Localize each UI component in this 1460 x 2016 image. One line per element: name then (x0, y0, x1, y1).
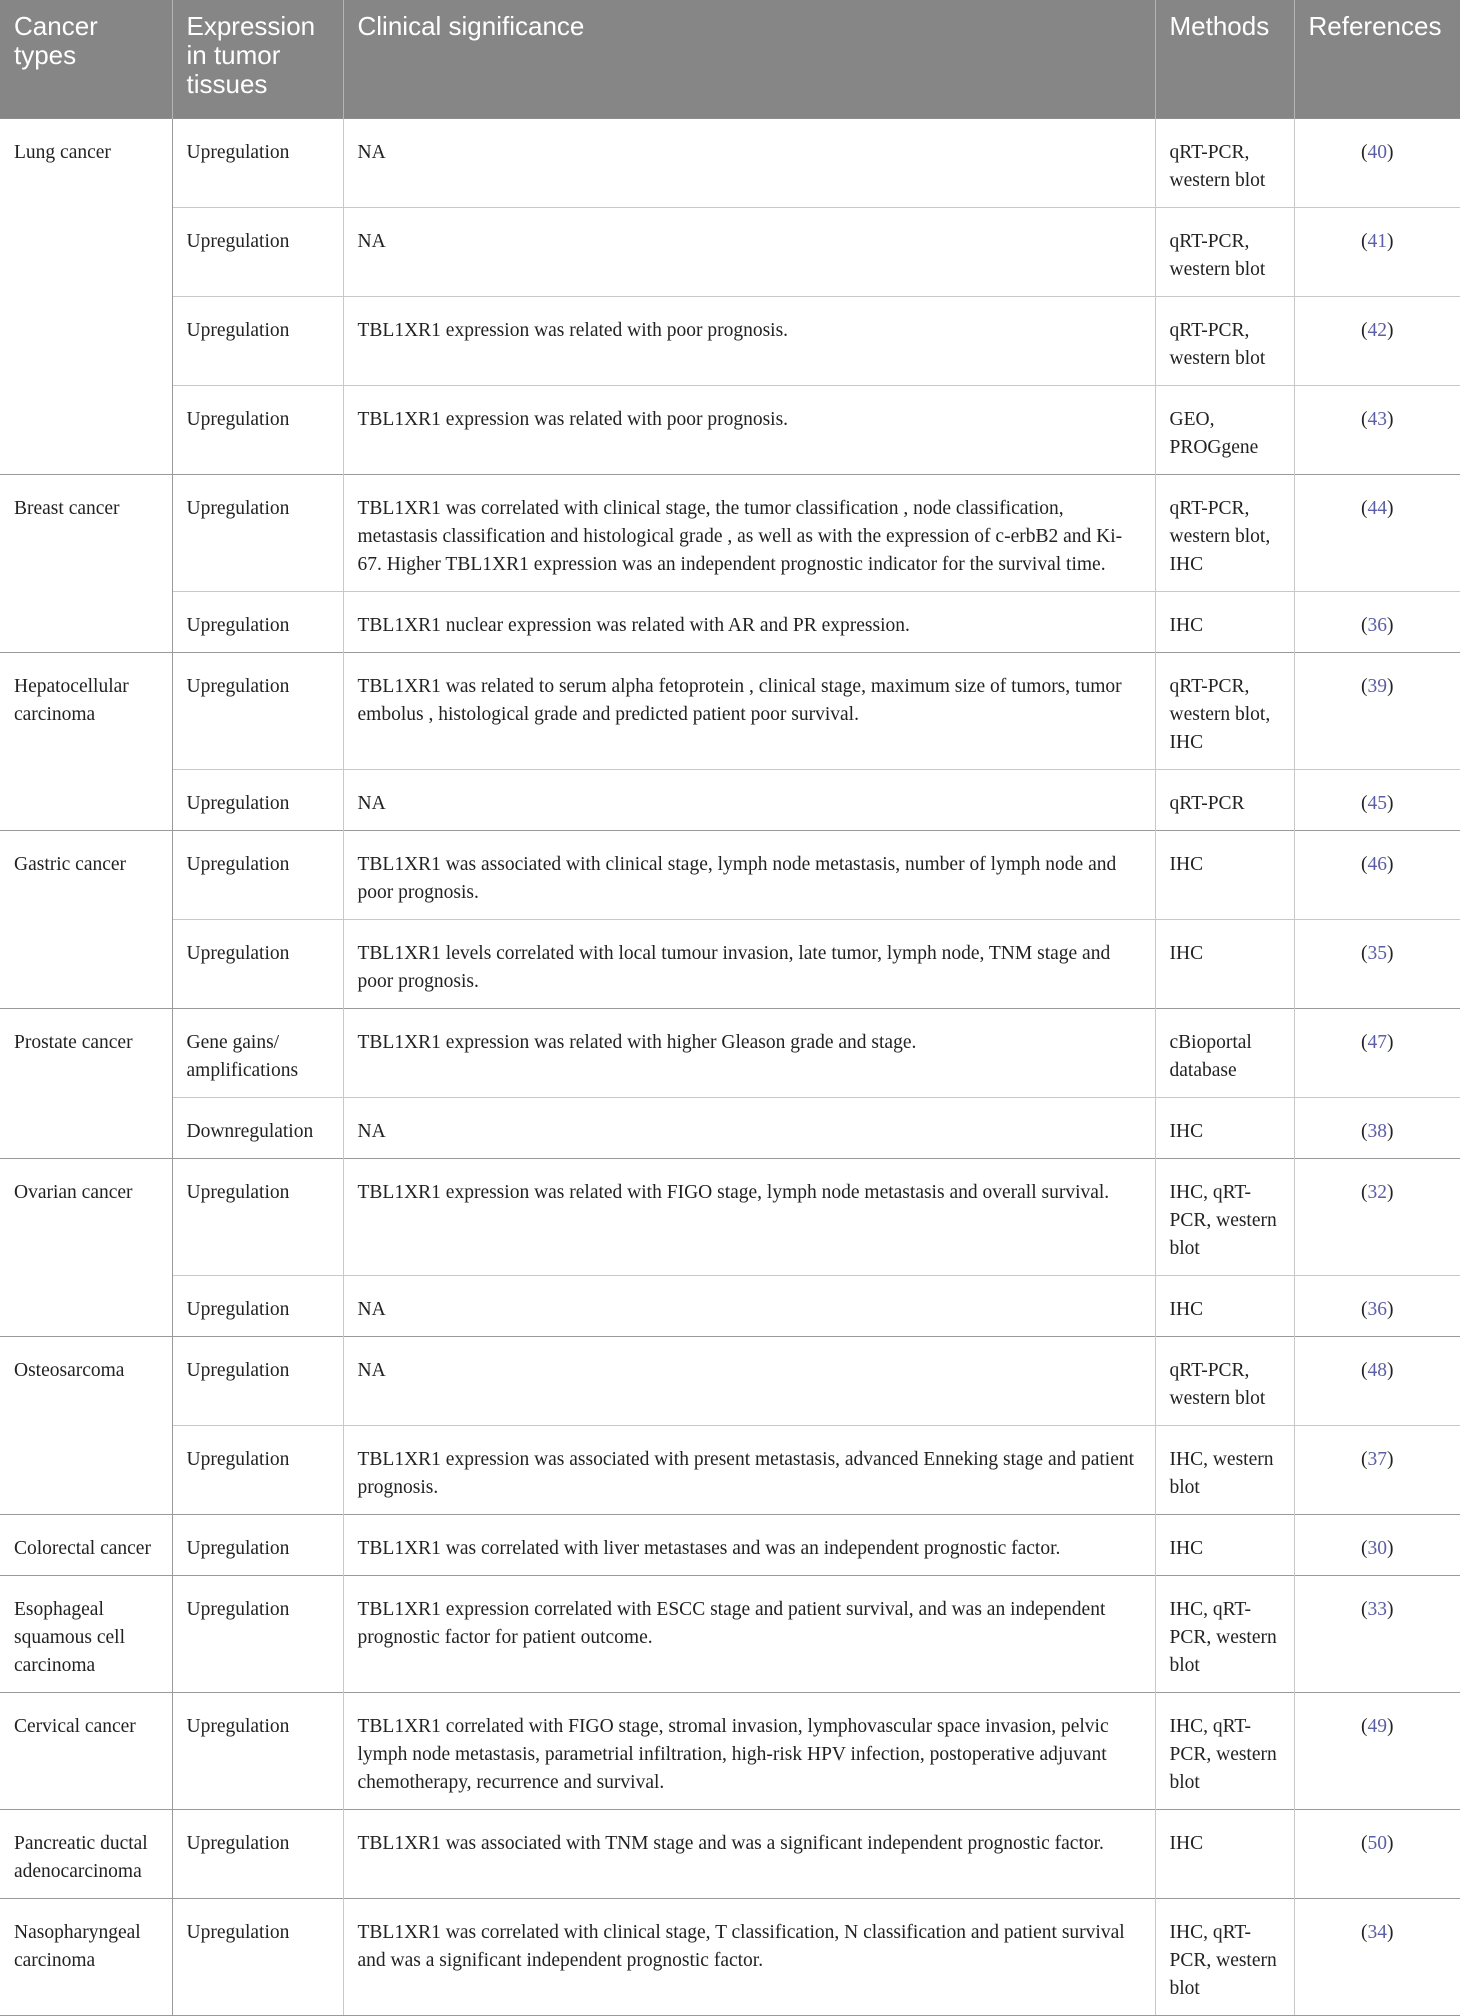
methods-cell: IHC (1155, 830, 1294, 919)
reference-link[interactable]: 48 (1367, 1359, 1387, 1381)
reference-link[interactable]: 37 (1367, 1448, 1387, 1470)
expression-cell: Upregulation (172, 830, 343, 919)
table-body (0, 118, 1460, 2015)
reference-link[interactable]: 32 (1367, 1181, 1387, 1203)
cancer-type-cell: Breast cancer (0, 474, 172, 652)
methods-cell: IHC (1155, 1514, 1294, 1575)
expression-cell: Upregulation (172, 296, 343, 385)
table-row (0, 1425, 1460, 1514)
header-cancer-types: Cancer types (0, 0, 172, 118)
cancer-type-cell: Osteosarcoma (0, 1336, 172, 1514)
cancer-type-cell: Lung cancer (0, 118, 172, 474)
clinical-significance-cell: NA (343, 1336, 1155, 1425)
clinical-significance-cell: TBL1XR1 nuclear expression was related with AR and PR expression. (343, 591, 1155, 652)
cancer-type-cell: Colorectal cancer (0, 1514, 172, 1575)
table-row (0, 1514, 1460, 1575)
reference-cell: (39) (1294, 652, 1460, 769)
reference-cell: (30) (1294, 1514, 1460, 1575)
reference-cell: (44) (1294, 474, 1460, 591)
methods-cell: IHC, qRT-PCR, western blot (1155, 1158, 1294, 1275)
expression-cell: Upregulation (172, 652, 343, 769)
table-row (0, 1275, 1460, 1336)
expression-cell: Upregulation (172, 385, 343, 474)
expression-cell: Upregulation (172, 1575, 343, 1692)
clinical-significance-cell: NA (343, 118, 1155, 207)
reference-cell: (49) (1294, 1692, 1460, 1809)
methods-cell: qRT-PCR, western blot, IHC (1155, 652, 1294, 769)
expression-cell: Upregulation (172, 1275, 343, 1336)
clinical-significance-cell: TBL1XR1 expression was related with poor prognosis. (343, 385, 1155, 474)
expression-cell: Gene gains/ amplifications (172, 1008, 343, 1097)
reference-cell: (38) (1294, 1097, 1460, 1158)
reference-cell: (42) (1294, 296, 1460, 385)
clinical-significance-cell: TBL1XR1 expression was associated with present metastasis, advanced Enneking stage and patient prognosis. (343, 1425, 1155, 1514)
methods-cell: IHC, western blot (1155, 1425, 1294, 1514)
table-row (0, 1097, 1460, 1158)
reference-cell: (32) (1294, 1158, 1460, 1275)
table-row (0, 1336, 1460, 1425)
reference-cell: (46) (1294, 830, 1460, 919)
header-clinical-significance: Clinical significance (343, 0, 1155, 118)
reference-link[interactable]: 40 (1367, 141, 1387, 163)
expression-cell: Upregulation (172, 1514, 343, 1575)
expression-cell: Upregulation (172, 118, 343, 207)
table-row (0, 1008, 1460, 1097)
reference-link[interactable]: 49 (1367, 1715, 1387, 1737)
table-row (0, 385, 1460, 474)
reference-cell: (48) (1294, 1336, 1460, 1425)
table-row (0, 1898, 1460, 2015)
expression-cell: Upregulation (172, 1158, 343, 1275)
expression-cell: Upregulation (172, 591, 343, 652)
reference-link[interactable]: 38 (1367, 1120, 1387, 1142)
table-row (0, 769, 1460, 830)
expression-cell: Upregulation (172, 1425, 343, 1514)
header-row (0, 0, 1460, 118)
clinical-significance-cell: TBL1XR1 was related to serum alpha fetoprotein , clinical stage, maximum size of tumors, tumor embolus , histological grade and predicted patient poor survival. (343, 652, 1155, 769)
clinical-significance-cell: TBL1XR1 was associated with clinical stage, lymph node metastasis, number of lymph node and poor prognosis. (343, 830, 1155, 919)
expression-cell: Upregulation (172, 919, 343, 1008)
reference-link[interactable]: 35 (1367, 942, 1387, 964)
reference-link[interactable]: 41 (1367, 230, 1387, 252)
expression-cell: Upregulation (172, 1898, 343, 2015)
cancer-type-cell: Gastric cancer (0, 830, 172, 1008)
methods-cell: cBioportal database (1155, 1008, 1294, 1097)
methods-cell: IHC (1155, 1809, 1294, 1898)
reference-cell: (33) (1294, 1575, 1460, 1692)
reference-cell: (47) (1294, 1008, 1460, 1097)
cancer-type-cell: Pancreatic ductal adenocarcinoma (0, 1809, 172, 1898)
clinical-significance-cell: NA (343, 1097, 1155, 1158)
cancer-type-cell: Cervical cancer (0, 1692, 172, 1809)
reference-link[interactable]: 47 (1367, 1031, 1387, 1053)
expression-cell: Upregulation (172, 769, 343, 830)
reference-link[interactable]: 36 (1367, 1298, 1387, 1320)
reference-link[interactable]: 42 (1367, 319, 1387, 341)
methods-cell: IHC (1155, 1275, 1294, 1336)
table-row (0, 474, 1460, 591)
reference-cell: (36) (1294, 591, 1460, 652)
methods-cell: IHC, qRT-PCR, western blot (1155, 1575, 1294, 1692)
reference-cell: (35) (1294, 919, 1460, 1008)
table-row (0, 1692, 1460, 1809)
table-row (0, 1809, 1460, 1898)
cancer-type-cell: Hepatocellular carcinoma (0, 652, 172, 830)
clinical-significance-cell: TBL1XR1 expression was related with FIGO stage, lymph node metastasis and overall survival. (343, 1158, 1155, 1275)
expression-cell: Upregulation (172, 207, 343, 296)
table-row (0, 652, 1460, 769)
methods-cell: qRT-PCR, western blot (1155, 296, 1294, 385)
expression-cell: Upregulation (172, 1809, 343, 1898)
cancer-type-cell: Nasopharyngeal carcinoma (0, 1898, 172, 2015)
methods-cell: IHC, qRT-PCR, western blot (1155, 1692, 1294, 1809)
expression-cell: Upregulation (172, 1692, 343, 1809)
table-row (0, 1575, 1460, 1692)
reference-link[interactable]: 36 (1367, 614, 1387, 636)
reference-cell: (40) (1361, 141, 1394, 163)
methods-cell: GEO, PROGgene (1155, 385, 1294, 474)
cancer-type-cell: Prostate cancer (0, 1008, 172, 1158)
expression-cell: Upregulation (172, 474, 343, 591)
table-row (0, 591, 1460, 652)
methods-cell: IHC, qRT-PCR, western blot (1155, 1898, 1294, 2015)
reference-cell: (43) (1294, 385, 1460, 474)
reference-cell: (36) (1294, 1275, 1460, 1336)
table-row (0, 296, 1460, 385)
reference-cell: (41) (1294, 207, 1460, 296)
reference-link[interactable]: 44 (1367, 497, 1387, 519)
clinical-significance-cell: TBL1XR1 expression was related with higher Gleason grade and stage. (343, 1008, 1155, 1097)
clinical-significance-cell: TBL1XR1 expression correlated with ESCC stage and patient survival, and was an independent prognostic factor for patient outcome. (343, 1575, 1155, 1692)
methods-cell: qRT-PCR, western blot (1155, 1336, 1294, 1425)
reference-cell: (37) (1294, 1425, 1460, 1514)
reference-link[interactable]: 34 (1367, 1921, 1387, 1943)
header-methods: Methods (1155, 0, 1294, 118)
cancer-type-cell: Ovarian cancer (0, 1158, 172, 1336)
table-row (0, 830, 1460, 919)
expression-cell: Upregulation (172, 1336, 343, 1425)
reference-cell: (50) (1294, 1809, 1460, 1898)
header-references: References (1294, 0, 1460, 118)
table-row (0, 919, 1460, 1008)
methods-cell: qRT-PCR, western blot (1155, 118, 1294, 207)
methods-cell: qRT-PCR, western blot, IHC (1155, 474, 1294, 591)
table-row (0, 207, 1460, 296)
reference-link[interactable]: 50 (1367, 1832, 1387, 1854)
reference-link[interactable]: 46 (1367, 853, 1387, 875)
methods-cell: qRT-PCR (1155, 769, 1294, 830)
clinical-significance-cell: TBL1XR1 expression was related with poor prognosis. (343, 296, 1155, 385)
table-row (0, 1158, 1460, 1275)
reference-cell: (34) (1294, 1898, 1460, 2015)
clinical-significance-cell: NA (343, 207, 1155, 296)
reference-link[interactable]: 39 (1367, 675, 1387, 697)
clinical-significance-cell: NA (343, 769, 1155, 830)
clinical-significance-cell: TBL1XR1 was associated with TNM stage and was a significant independent prognostic factor. (343, 1809, 1155, 1898)
methods-cell: IHC (1155, 1097, 1294, 1158)
methods-cell: IHC (1155, 919, 1294, 1008)
clinical-significance-cell: TBL1XR1 levels correlated with local tumour invasion, late tumor, lymph node, TNM stage and poor prognosis. (343, 919, 1155, 1008)
reference-cell: (45) (1294, 769, 1460, 830)
clinical-significance-cell: TBL1XR1 correlated with FIGO stage, stromal invasion, lymphovascular space invasion, pelvic lymph node metastasis, parametrial infiltration, high-risk HPV infection, postoperative adjuvant chemotherapy, recurrence and survival. (343, 1692, 1155, 1809)
cancer-type-cell: Esophageal squamous cell carcinoma (0, 1575, 172, 1692)
table-header (0, 0, 1460, 118)
methods-cell: qRT-PCR, western blot (1155, 207, 1294, 296)
reference-link[interactable]: 43 (1367, 408, 1387, 430)
clinical-significance-cell: NA (343, 1275, 1155, 1336)
reference-link[interactable]: 33 (1367, 1598, 1387, 1620)
table-row (0, 118, 1460, 207)
expression-cell: Downregulation (172, 1097, 343, 1158)
clinical-significance-cell: TBL1XR1 was correlated with liver metastases and was an independent prognostic factor. (343, 1514, 1155, 1575)
clinical-significance-cell: TBL1XR1 was correlated with clinical stage, T classification, N classification and patient survival and was a significant independent prognostic factor. (343, 1898, 1155, 2015)
header-expression: Expression in tumor tissues (172, 0, 343, 118)
clinical-significance-cell: TBL1XR1 was correlated with clinical stage, the tumor classification , node classification, metastasis classification and histological grade , as well as with the expression of c-erbB2 and Ki-67. Higher TBL1XR1 expression was an independent prognostic indicator for the survival time. (343, 474, 1155, 591)
methods-cell: IHC (1155, 591, 1294, 652)
reference-link[interactable]: 45 (1367, 792, 1387, 814)
reference-link[interactable]: 30 (1367, 1537, 1387, 1559)
